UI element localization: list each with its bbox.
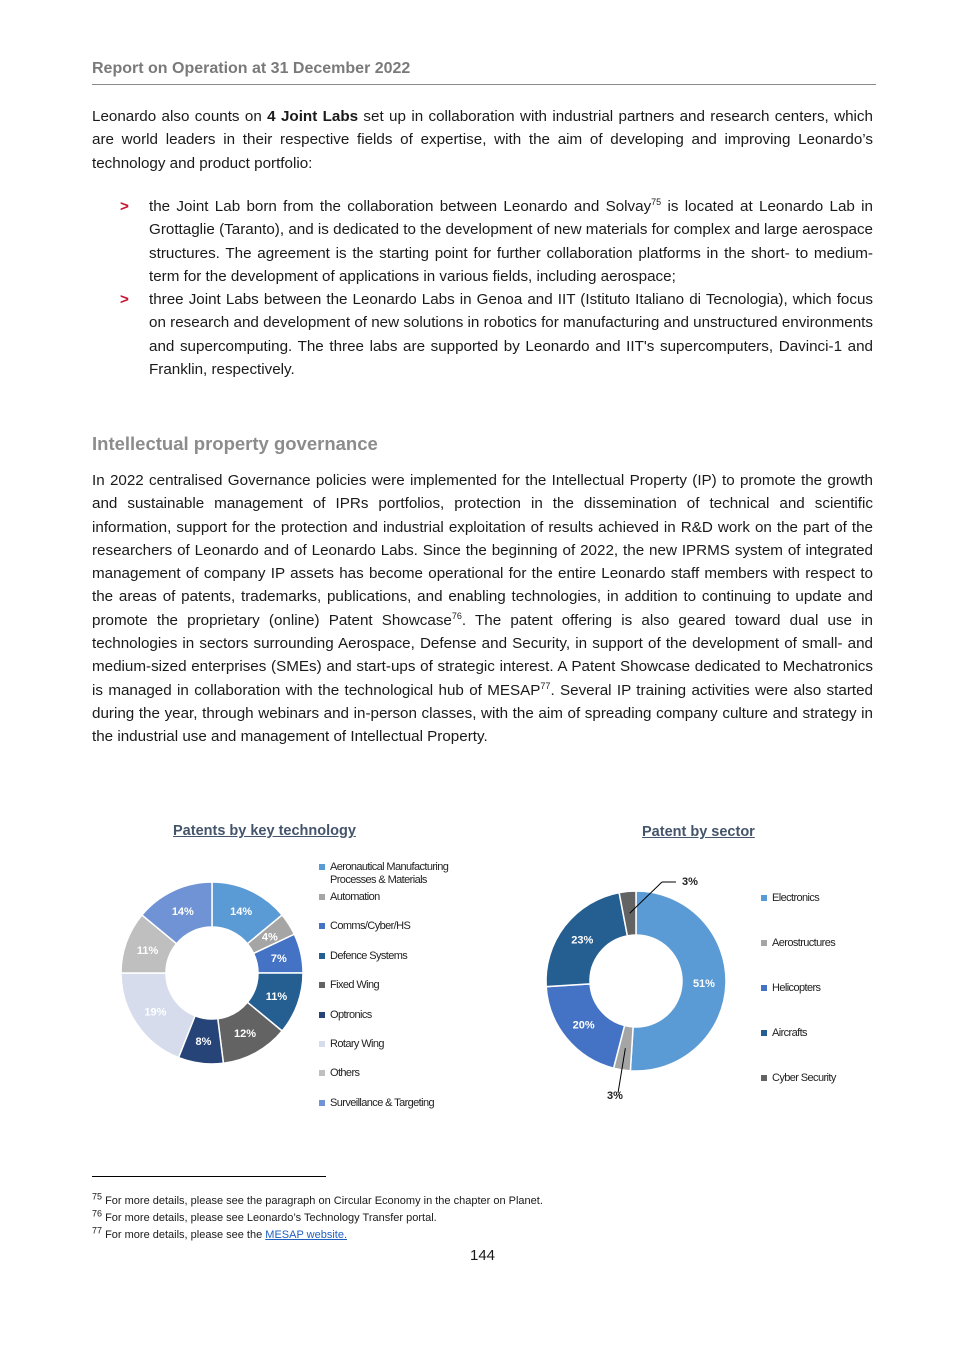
data-label: 14% bbox=[230, 906, 253, 919]
data-label: 11% bbox=[136, 944, 159, 957]
mesap-website-link[interactable]: MESAP website. bbox=[265, 1229, 348, 1241]
legend-item-cyber-security: Cyber Security bbox=[772, 1072, 836, 1084]
bullet-text: the Joint Lab born from the collaboration between Leonardo and Solvay bbox=[149, 198, 652, 215]
footnote-divider bbox=[92, 1176, 326, 1177]
bullet-marker: > bbox=[120, 291, 129, 309]
intro-bold-text: 4 Joint Labs bbox=[267, 108, 359, 125]
legend-swatch bbox=[319, 953, 325, 959]
ip-text-3: . Several IP training activities were also started during the year, through webinars and in-person classes, with the aim of spreading company culture and strategy in the industrial use and management of Intellectual Property. bbox=[92, 681, 873, 746]
footnote-ref: 75 bbox=[651, 196, 662, 207]
data-label: 4% bbox=[261, 931, 278, 944]
legend-swatch bbox=[761, 985, 767, 991]
legend-item-rotary-wing: Rotary Wing bbox=[330, 1038, 384, 1050]
ip-text-2: . The patent offering is also geared toward dual use in technologies in sectors surrounding Aerospace, Defense and Security, in support of the development of small- and medium-sized enterprises (SMEs) and start-ups of strategic interest. A Patent Showcase dedicated to Mechatronics is managed in collaboration with the technological hub of MESAP bbox=[92, 611, 873, 699]
donut-chart-sector bbox=[540, 855, 870, 1115]
ip-text-1: In 2022 centralised Governance policies were implemented for the Intellectual Property (IP) to promote the growth and sustainable management of IPRs portfolios, protection in the dissemination of technical and scientific information, support for the protection and industrial exploitation of results achieved in R&D work on the part of the researchers of Leonardo and of Leonardo Labs. Since the beginning of 2022, the new IPRMS system of integrated management of company IP assets has become operational for the entire Leonardo staff members with respect to the areas of patents, trademarks, publications, and enabling technologies, in addition to continuing to update and promote the proprietary (online) Patent Showcase bbox=[92, 472, 873, 629]
footnote-ref: 76 bbox=[451, 610, 462, 621]
legend-swatch bbox=[319, 923, 325, 929]
legend-item-surveillance-targeting: Surveillance & Targeting bbox=[330, 1097, 435, 1109]
bullet-text-cont: is located at Leonardo Lab in Grottaglie (Taranto), and is dedicated to the development of new materials for complex and large aerospace structures. The agreement is the starting point for further collaboration platforms in the short- to medium-term for the development of applications in various fields, including aerospace; bbox=[149, 198, 873, 285]
legend-item-others: Others bbox=[330, 1067, 360, 1079]
data-label: 3% bbox=[682, 876, 698, 888]
footnote-75 bbox=[92, 1191, 543, 1207]
footnote-text: For more details, please see Leonardo’s Technology Transfer portal. bbox=[105, 1212, 437, 1224]
legend-swatch bbox=[761, 895, 767, 901]
footnote-number: 77 bbox=[92, 1225, 103, 1236]
legend-swatch bbox=[319, 894, 325, 900]
legend-swatch bbox=[761, 1030, 767, 1036]
legend-swatch bbox=[319, 1100, 325, 1106]
legend-swatch bbox=[319, 1041, 325, 1047]
bullet-text: three Joint Labs between the Leonardo Labs in Genoa and IIT (Istituto Italiano di Tecnologia), which focus on research and development of new solutions in robotics for manufacturing and unstructured environments and supercomputing. The three labs are supported by Leonardo and IIT's supercomputers, Davinci-1 and Franklin, respectively. bbox=[149, 291, 873, 379]
footnote-number: 76 bbox=[92, 1208, 103, 1219]
report-header bbox=[92, 60, 876, 85]
chart-title-sector: Patent by sector bbox=[642, 824, 755, 840]
intro-paragraph bbox=[92, 105, 873, 175]
legend-item-aeronautical-manufacturing-processes-materials: Aeronautical Manufacturing Processes & Materials bbox=[330, 861, 449, 886]
legend-swatch bbox=[319, 864, 325, 870]
list-item bbox=[92, 288, 873, 381]
list-item bbox=[92, 195, 873, 288]
section-title: Intellectual property governance bbox=[92, 433, 378, 454]
legend-item-aircrafts: Aircrafts bbox=[772, 1027, 807, 1039]
legend-item-helicopters: Helicopters bbox=[772, 982, 821, 994]
legend-item-automation: Automation bbox=[330, 891, 380, 903]
data-label: 14% bbox=[171, 906, 194, 919]
legend-item-defence-systems: Defence Systems bbox=[330, 950, 408, 962]
donut-chart-key-technology bbox=[100, 855, 460, 1120]
legend-swatch bbox=[319, 1012, 325, 1018]
bullet-marker: > bbox=[120, 198, 129, 215]
legend-item-optronics: Optronics bbox=[330, 1009, 372, 1021]
legend-item-comms-cyber-hs: Comms/Cyber/HS bbox=[330, 920, 411, 932]
footnote-text: For more details, please see the paragraph on Circular Economy in the chapter on Planet. bbox=[105, 1195, 543, 1207]
data-label: 7% bbox=[270, 953, 287, 966]
data-label: 19% bbox=[144, 1006, 167, 1019]
legend-swatch bbox=[319, 1070, 325, 1076]
data-label: 51% bbox=[692, 978, 715, 991]
joint-labs-list bbox=[92, 195, 873, 381]
page-number: 144 bbox=[469, 1247, 496, 1264]
data-label: 12% bbox=[233, 1028, 257, 1041]
legend-item-electronics: Electronics bbox=[772, 892, 820, 904]
intro-text-before: Leonardo also counts on bbox=[92, 108, 268, 125]
legend-swatch bbox=[761, 1075, 767, 1081]
data-label: 23% bbox=[571, 934, 594, 947]
data-label: 8% bbox=[195, 1035, 212, 1048]
footnote-ref: 77 bbox=[540, 680, 551, 691]
legend-swatch bbox=[761, 940, 767, 946]
footnote-77 bbox=[92, 1225, 348, 1241]
report-header-title: Report on Operation at 31 December 2022 bbox=[92, 60, 411, 77]
data-label: 20% bbox=[572, 1019, 595, 1032]
chart-title-key-technology: Patents by key technology bbox=[173, 823, 356, 839]
footnote-number: 75 bbox=[92, 1191, 103, 1202]
legend-item-fixed-wing: Fixed Wing bbox=[330, 979, 380, 991]
footnote-76 bbox=[92, 1208, 437, 1224]
data-label: 11% bbox=[265, 991, 288, 1004]
data-label: 3% bbox=[607, 1090, 623, 1102]
footnote-text: For more details, please see the bbox=[105, 1229, 266, 1241]
intro-text-after: set up in collaboration with industrial partners and research centers, which are world leaders in their respective fields of expertise, with the aim of developing and improving Leonardo’s technology and product portfolio: bbox=[92, 108, 873, 172]
legend-swatch bbox=[319, 982, 325, 988]
ip-governance-paragraph bbox=[92, 469, 873, 749]
legend-item-aerostructures: Aerostructures bbox=[772, 937, 836, 949]
